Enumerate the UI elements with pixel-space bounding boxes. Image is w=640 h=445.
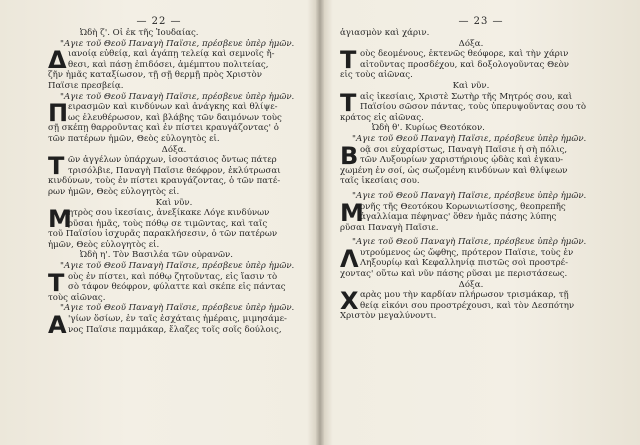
- text-line: σῇ σκέπῃ θαρροῦντας καὶ ἐν πίστει κραυγάζοντας' ὁ: [48, 123, 279, 134]
- text-line: χωμένη ἐν σοί, ὡς σωζομένη κινδύνων καὶ θλίψεων: [340, 165, 568, 176]
- text-line: αἰτοῦντας προσδέχου, καὶ δοξολογοῦντας Θεὸν: [360, 59, 569, 70]
- text-line: τῶν πατέρων ἡμῶν, Θεὸς εὐλογητὸς εἶ.: [48, 133, 220, 144]
- text-line: ονῆς τῆς Θεοτόκου Κορωνιωτίσσης, θεοπρεπῆς: [360, 201, 566, 212]
- section-label: Καὶ νῦν.: [452, 80, 490, 91]
- text-line: τοὺς αἰῶνας.: [48, 292, 106, 303]
- drop-cap: Τ: [48, 152, 65, 181]
- text-line: ταῖς ἱκεσίαις σου.: [340, 176, 420, 187]
- drop-cap: Δ: [48, 46, 67, 75]
- verse-paragraph: [340, 198, 602, 227]
- verse-paragraph: [340, 88, 602, 117]
- text-line: αρὰς μου τὴν καρδίαν πλήρωσον τρισμάκαρ, τῇ: [360, 290, 569, 301]
- drop-cap: Μ: [48, 205, 72, 234]
- text-line: κράτος εἰς αἰῶνας.: [340, 112, 424, 123]
- verse-paragraph: [48, 311, 300, 340]
- refrain-line: "Αγιε τοῦ Θεοῦ Παναγὴ Παΐσιε, πρέσβευε ὑπὲρ ἡμῶν.: [352, 190, 587, 201]
- drop-cap: Π: [48, 99, 69, 128]
- text-line: Παΐσιε πρεσβείᾳ.: [48, 80, 124, 91]
- drop-cap: Τ: [340, 46, 357, 75]
- text-line: ἡμῶν, Θεὸς εὐλογητὸς εἶ.: [48, 239, 160, 250]
- page-text: [48, 28, 300, 340]
- text-line: ῶν ἀγγέλων ὑπάρχων, ἰσοστάσιος ὄντως πάτερ: [68, 155, 277, 166]
- text-line: ως ἐλευθέρωσον, καὶ βλάβης τῶν δαιμόνων τοὺς: [68, 112, 282, 123]
- verse-paragraph: [48, 268, 300, 297]
- text-line: Παϊσίου σῶσον πάντας, τοὺς ὑπερυψοῦντας σου τὸ: [360, 102, 587, 113]
- verse-paragraph: [340, 287, 602, 316]
- right-page: [322, 0, 640, 445]
- verse-paragraph: [340, 244, 602, 273]
- section-label: Δόξα.: [458, 38, 484, 49]
- text-line: ιανοίᾳ εὐθείᾳ, καὶ ἀγάπῃ τελείᾳ καὶ σεμνοῖς ἤ-: [68, 49, 275, 60]
- drop-cap: Μ: [340, 198, 364, 227]
- text-line: οὺς ἐν πίστει, καὶ πόθῳ ζητοῦντας, εἰς ἴασιν τὸ: [68, 271, 278, 282]
- text-line: ητρὸς σου ἱκεσίαις, ἀνεξίκακε Λόγε κινδύνων: [68, 208, 270, 219]
- drop-cap: Α: [48, 311, 67, 340]
- verse-paragraph: [48, 152, 300, 181]
- text-line: ζῆν ἡμᾶς καταξίωσον, τῇ σῇ θερμῇ πρὸς Χριστὸν: [48, 70, 262, 81]
- drop-cap: Χ: [340, 287, 359, 316]
- text-line: ἁγιασμὸν καὶ χάριν.: [340, 28, 430, 38]
- text-line: τρισόλβιε, Παναγὴ Παΐσιε θεόφρον, ἐκλύτρωσαι: [68, 165, 281, 176]
- page-number: — 23 —: [458, 16, 504, 27]
- text-line: νος Παΐσιε παμμάκαρ, ἔλαζες τοῖς σοῖς δούλοις,: [68, 324, 282, 335]
- refrain-line: "Αγιε τοῦ Θεοῦ Παναγὴ Παΐσιε, πρέσβευε ὑπὲρ ἡμῶν.: [352, 133, 587, 144]
- text-line: χοντας' οὕτω καὶ νῦν πάσης ρῦσαι με περιστάσεως.: [340, 269, 568, 280]
- page-number: — 22 —: [136, 16, 182, 27]
- ode-heading: Ὠδὴ θ'. Κυρίως Θεοτόκον.: [372, 123, 485, 134]
- text-line: κινδύνων, τοὺς ἐν πίστει κραυγάζοντας, ὁ τῶν πατέ-: [48, 176, 281, 187]
- text-line: ειρασμῶν καὶ κινδύνων καὶ ἀνάγκης καὶ θλίψε-: [68, 102, 278, 113]
- section-label: Καὶ νῦν.: [155, 197, 193, 208]
- drop-cap: Λ: [340, 244, 359, 273]
- verse-paragraph: [48, 205, 300, 234]
- refrain-line: "Αγιε τοῦ Θεοῦ Παναγὴ Παΐσιε, πρέσβευε ὑπὲρ ἡμῶν.: [60, 91, 295, 102]
- page-text: [340, 28, 602, 322]
- text-line: Ληξουρίῳ καὶ Κεφαλληνίᾳ πιστῶς σοὶ προστρέ-: [360, 258, 569, 269]
- text-line: ρῦσαι Παναγὴ Παΐσιε.: [340, 222, 439, 233]
- text-line: Χριστὸν μεγαλύνοντι.: [340, 311, 437, 322]
- text-line: εἰς τοὺς αἰῶνας.: [340, 70, 413, 81]
- text-line: ρων ἡμῶν, Θεὸς εὐλογητὸς εἶ.: [48, 186, 180, 197]
- text-line: σὸ τάφον θεόφρον, φύλαττε καὶ σκέπε εἰς πάντας: [68, 282, 286, 293]
- section-label: Δόξα.: [458, 279, 484, 290]
- refrain-line: "Αγιε τοῦ Θεοῦ Παναγὴ Παΐσιε, πρέσβευε ὑπὲρ ἡμῶν.: [60, 38, 295, 49]
- verse-paragraph: [48, 46, 300, 75]
- verse-paragraph: [340, 46, 602, 75]
- drop-cap: Β: [340, 141, 359, 170]
- text-line: οὺς δεομένους, ἐκτενῶς θεόφορε, καὶ τὴν χάριν: [360, 49, 569, 60]
- text-line: αἷς ἱκεσίαις, Χριστὲ Σωτὴρ τῆς Μητρός σου, καὶ: [360, 91, 573, 102]
- text-line: τοῦ Παϊσίου ἰσχυρᾶς παρακλήσεσιν, ὁ τῶν πατέρων: [48, 229, 278, 240]
- text-line: υτρούμενος ὡς ὤφθης, πρότερον Παΐσιε, τοὺς ἐν: [360, 247, 574, 258]
- left-page: [0, 0, 318, 445]
- text-line: ρῦσαι ἡμᾶς, τοὺς πόθῳ σε τιμῶντας, καὶ ταῖς: [68, 218, 268, 229]
- drop-cap: Τ: [48, 268, 65, 297]
- text-line: θεσι, καὶ πάσῃ ἐπιδόσει, ἀμέμπτου πολιτείας,: [68, 59, 269, 70]
- ode-heading: Ὠδὴ ζ'. Οἱ ἐκ τῆς Ἰουδαίας.: [80, 28, 199, 38]
- text-line: 'γίων ὅσίων, ἐν ταῖς ἐσχάταις ἡμέραις, μιμησάμε-: [68, 314, 287, 325]
- text-line: ἀγαλλίαμα πέφηνας' ὅθεν ἡμᾶς πάσης λύπης: [360, 212, 557, 223]
- verse-paragraph: [48, 99, 300, 128]
- ode-heading: Ὠδὴ η'. Τὸν Βασιλέα τῶν οὐρανῶν.: [80, 250, 233, 261]
- refrain-line: "Αγιε τοῦ Θεοῦ Παναγὴ Παΐσιε, πρέσβευε ὑπὲρ ἡμῶν.: [60, 303, 295, 314]
- section-label: Δόξα.: [161, 144, 187, 155]
- verse-paragraph: [340, 141, 602, 170]
- text-line: τῶν Λυξουρίων χαριστήριους ᾠδὰς καὶ ἐγκαυ-: [360, 155, 564, 166]
- drop-cap: Τ: [340, 88, 357, 117]
- refrain-line: "Αγιε τοῦ Θεοῦ Παναγὴ Παΐσιε, πρέσβευε ὑπὲρ ἡμῶν.: [60, 261, 295, 272]
- text-line: οᾷ σοι εὐχαρίστως, Παναγὴ Παΐσιε ἡ σὴ πόλις,: [360, 144, 568, 155]
- refrain-line: "Αγιε τοῦ Θεοῦ Παναγὴ Παΐσιε, πρέσβευε ὑπὲρ ἡμῶν.: [352, 237, 587, 248]
- text-line: θείᾳ εἰκόνι σου προστρέχουσι, καὶ τὸν Δεσπότην: [360, 300, 575, 311]
